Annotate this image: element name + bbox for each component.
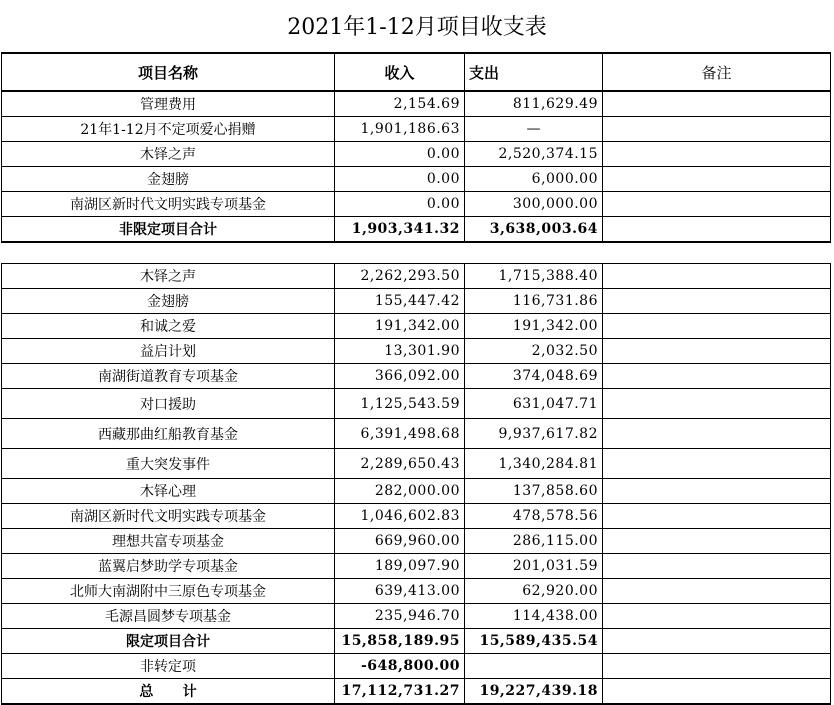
cell-name: 总 计: [2, 679, 335, 705]
table-row: [2, 91, 831, 117]
cell-income: 13,301.90: [335, 339, 465, 364]
header-name: 项目名称: [2, 53, 335, 91]
cell-expense: 2,520,374.15: [465, 142, 603, 167]
cell-note: [603, 264, 831, 289]
unrestricted-total-row: [2, 217, 831, 243]
cell-expense: 286,115.00: [465, 529, 603, 554]
cell-expense: 191,342.00: [465, 314, 603, 339]
cell-expense: 3,638,003.64: [465, 217, 603, 243]
cell-expense: [465, 654, 603, 679]
grand-total-row: [2, 679, 831, 705]
cell-income: 639,413.00: [335, 579, 465, 604]
header-note: 备注: [603, 53, 831, 91]
cell-note: [603, 679, 831, 705]
cell-note: [603, 167, 831, 192]
cell-income: -648,800.00: [335, 654, 465, 679]
cell-note: [603, 604, 831, 629]
cell-expense: 19,227,439.18: [465, 679, 603, 705]
cell-note: [603, 117, 831, 142]
table-row: [2, 419, 831, 449]
cell-income: 2,154.69: [335, 91, 465, 117]
cell-expense: 62,920.00: [465, 579, 603, 604]
table-row: [2, 339, 831, 364]
table-row: [2, 529, 831, 554]
cell-income: 155,447.42: [335, 289, 465, 314]
table-row: [2, 554, 831, 579]
cell-name: 限定项目合计: [2, 629, 335, 654]
cell-note: [603, 579, 831, 604]
non-transfer-row: [2, 654, 831, 679]
cell-name: 木铎之声: [2, 142, 335, 167]
cell-name: 金翅膀: [2, 289, 335, 314]
cell-name: 蓝翼启梦助学专项基金: [2, 554, 335, 579]
cell-income: 1,046,602.83: [335, 504, 465, 529]
cell-name: 重大突发事件: [2, 449, 335, 479]
cell-name: 管理费用: [2, 91, 335, 117]
cell-note: [603, 629, 831, 654]
cell-income: 0.00: [335, 192, 465, 217]
cell-name: 非转定项: [2, 654, 335, 679]
cell-expense: 1,715,388.40: [465, 264, 603, 289]
cell-income: 282,000.00: [335, 479, 465, 504]
cell-expense: 137,858.60: [465, 479, 603, 504]
cell-expense: 114,438.00: [465, 604, 603, 629]
cell-expense: 2,032.50: [465, 339, 603, 364]
table-row: [2, 479, 831, 504]
cell-name: 理想共富专项基金: [2, 529, 335, 554]
table-row: [2, 264, 831, 289]
table-row: [2, 364, 831, 389]
cell-note: [603, 217, 831, 243]
cell-expense: 9,937,617.82: [465, 419, 603, 449]
table-row: [2, 579, 831, 604]
table-row: [2, 314, 831, 339]
cell-income: 6,391,498.68: [335, 419, 465, 449]
cell-name: 对口援助: [2, 389, 335, 419]
cell-income: 2,262,293.50: [335, 264, 465, 289]
restricted-table: [1, 263, 831, 705]
cell-expense: 6,000.00: [465, 167, 603, 192]
cell-note: [603, 479, 831, 504]
cell-income: 1,125,543.59: [335, 389, 465, 419]
table-row: [2, 604, 831, 629]
cell-note: [603, 339, 831, 364]
table-row: [2, 167, 831, 192]
cell-expense: 1,340,284.81: [465, 449, 603, 479]
table-row: [2, 449, 831, 479]
cell-income: 2,289,650.43: [335, 449, 465, 479]
cell-expense: 201,031.59: [465, 554, 603, 579]
cell-note: [603, 192, 831, 217]
cell-name: 和诚之爱: [2, 314, 335, 339]
sheet-title: 2021年1-12月项目收支表: [287, 15, 547, 40]
table-row: [2, 192, 831, 217]
cell-expense: 631,047.71: [465, 389, 603, 419]
cell-name: 益启计划: [2, 339, 335, 364]
cell-name: 南湖街道教育专项基金: [2, 364, 335, 389]
cell-income: 1,903,341.32: [335, 217, 465, 243]
cell-expense: 300,000.00: [465, 192, 603, 217]
table-row: [2, 142, 831, 167]
cell-note: [603, 504, 831, 529]
cell-name: 金翅膀: [2, 167, 335, 192]
cell-note: [603, 289, 831, 314]
cell-note: [603, 419, 831, 449]
cell-note: [603, 91, 831, 117]
unrestricted-table: [1, 52, 831, 243]
cell-income: 191,342.00: [335, 314, 465, 339]
cell-name: 木铎心理: [2, 479, 335, 504]
cell-income: 15,858,189.95: [335, 629, 465, 654]
table-row: [2, 289, 831, 314]
table-row: [2, 117, 831, 142]
cell-income: 189,097.90: [335, 554, 465, 579]
cell-note: [603, 529, 831, 554]
cell-name: 木铎之声: [2, 264, 335, 289]
cell-note: [603, 314, 831, 339]
cell-income: 0.00: [335, 142, 465, 167]
restricted-total-row: [2, 629, 831, 654]
cell-income: 235,946.70: [335, 604, 465, 629]
cell-income: 669,960.00: [335, 529, 465, 554]
header-row: [2, 53, 831, 91]
cell-name: 21年1-12月不定项爱心捐赠: [2, 117, 335, 142]
header-expense: 支出: [465, 53, 603, 91]
cell-note: [603, 554, 831, 579]
cell-expense: 116,731.86: [465, 289, 603, 314]
cell-name: 非限定项目合计: [2, 217, 335, 243]
cell-expense: 15,589,435.54: [465, 629, 603, 654]
cell-expense: 478,578.56: [465, 504, 603, 529]
cell-name: 西藏那曲红船教育基金: [2, 419, 335, 449]
cell-name: 南湖区新时代文明实践专项基金: [2, 192, 335, 217]
header-income: 收入: [335, 53, 465, 91]
cell-expense: 811,629.49: [465, 91, 603, 117]
cell-expense: —: [465, 117, 603, 142]
cell-note: [603, 364, 831, 389]
cell-note: [603, 389, 831, 419]
cell-expense: 374,048.69: [465, 364, 603, 389]
cell-name: 南湖区新时代文明实践专项基金: [2, 504, 335, 529]
cell-name: 毛源昌圆梦专项基金: [2, 604, 335, 629]
cell-income: 17,112,731.27: [335, 679, 465, 705]
cell-income: 0.00: [335, 167, 465, 192]
table-row: [2, 389, 831, 419]
cell-note: [603, 654, 831, 679]
cell-income: 366,092.00: [335, 364, 465, 389]
table-row: [2, 504, 831, 529]
cell-note: [603, 142, 831, 167]
cell-income: 1,901,186.63: [335, 117, 465, 142]
cell-note: [603, 449, 831, 479]
cell-name: 北师大南湖附中三原色专项基金: [2, 579, 335, 604]
